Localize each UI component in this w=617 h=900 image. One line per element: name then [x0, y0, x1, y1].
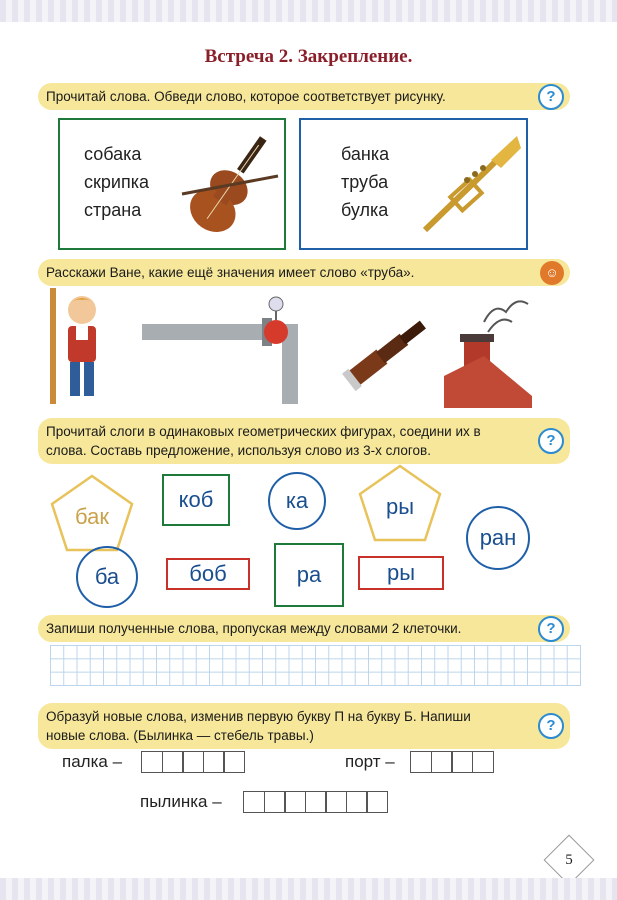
exercise-word: палка –	[62, 752, 123, 771]
word-list-2	[341, 140, 389, 224]
answer-cell[interactable]	[431, 751, 453, 773]
telescope-icon	[334, 306, 444, 396]
page-title: Встреча 2. Закрепление.	[204, 46, 413, 67]
answer-cell[interactable]	[366, 791, 388, 813]
task-5-text-line1: Образуй новые слова, изменив первую букву П на букву Б. Напиши	[46, 709, 471, 724]
boy-with-pencil-icon	[44, 288, 108, 406]
task-bar-2	[38, 259, 570, 286]
exercise-word: пылинка –	[140, 792, 222, 811]
syllable-text: коб	[178, 487, 214, 512]
answer-cell[interactable]	[472, 751, 494, 773]
task-bar-4	[38, 615, 570, 642]
word-box-violin	[58, 118, 286, 250]
square-shape[interactable]	[274, 543, 344, 607]
word-item[interactable]: банка	[341, 144, 390, 164]
syllable-text: бак	[75, 504, 109, 529]
task-4-text: Запиши полученные слова, пропуская между словами 2 клеточки.	[46, 621, 462, 636]
answer-cells[interactable]	[141, 751, 244, 773]
circle-shape[interactable]	[466, 506, 530, 570]
task-1-text: Прочитай слова. Обведи слово, которое соответствует рисунку.	[46, 89, 446, 104]
word-box-trumpet	[299, 118, 528, 250]
question-icon: ?	[538, 713, 564, 739]
answer-cell[interactable]	[264, 791, 286, 813]
chimney-roof-icon	[444, 292, 532, 408]
syllable-text: ран	[479, 525, 517, 550]
violin-icon	[178, 126, 282, 244]
task-bar-5	[38, 703, 570, 749]
rectangle-shape[interactable]	[358, 556, 444, 590]
syllable-text: ра	[296, 562, 322, 587]
answer-cell[interactable]	[325, 791, 347, 813]
word-item[interactable]: страна	[84, 200, 142, 220]
exercise-word: порт –	[345, 752, 395, 771]
answer-cell[interactable]	[410, 751, 432, 773]
answer-cell[interactable]	[243, 791, 265, 813]
water-pipe-icon	[142, 296, 322, 406]
task-bar-1	[38, 83, 570, 110]
answer-cell[interactable]	[305, 791, 327, 813]
answer-cell[interactable]	[346, 791, 368, 813]
answer-cell[interactable]	[141, 751, 163, 773]
circle-shape[interactable]	[268, 472, 326, 530]
task-bar-3	[38, 418, 570, 464]
square-shape[interactable]	[162, 474, 230, 526]
task-3-text-line2: слова. Составь предложение, используя слово из 3-х слогов.	[46, 443, 431, 458]
syllable-text: ры	[386, 560, 416, 585]
speak-icon: ☺	[540, 261, 564, 285]
question-icon: ?	[538, 616, 564, 642]
answer-cell[interactable]	[162, 751, 184, 773]
answer-cell[interactable]	[182, 751, 204, 773]
answer-cells[interactable]	[243, 791, 387, 813]
word-list-1	[84, 140, 149, 224]
rectangle-shape[interactable]	[166, 558, 250, 590]
answer-cell[interactable]	[284, 791, 306, 813]
syllable-text: ка	[285, 488, 309, 513]
task-5-text-line2: новые слова. (Былинка — стебель травы.)	[46, 728, 314, 743]
answer-cell[interactable]	[223, 751, 245, 773]
word-item[interactable]: собака	[84, 144, 142, 164]
question-icon: ?	[538, 428, 564, 454]
writing-grid[interactable]	[50, 645, 581, 686]
answer-cells[interactable]	[410, 751, 492, 773]
decorative-border-bottom	[0, 878, 617, 900]
syllable-text: ры	[385, 494, 415, 519]
pentagon-shape[interactable]	[358, 464, 442, 542]
trumpet-icon	[417, 130, 525, 240]
task-3-text-line1: Прочитай слоги в одинаковых геометрических фигурах, соедини их в	[46, 424, 481, 439]
question-icon: ?	[538, 84, 564, 110]
word-item[interactable]: скрипка	[84, 172, 149, 192]
pentagon-shape[interactable]	[50, 474, 134, 552]
circle-shape[interactable]	[76, 546, 138, 608]
decorative-border-top	[0, 0, 617, 22]
answer-cell[interactable]	[203, 751, 225, 773]
syllable-text: ба	[94, 564, 120, 589]
answer-cell[interactable]	[451, 751, 473, 773]
word-item[interactable]: труба	[341, 172, 389, 192]
page-number: 5	[565, 851, 573, 868]
word-item[interactable]: булка	[341, 200, 389, 220]
syllable-text: боб	[189, 561, 227, 586]
task-2-text: Расскажи Ване, какие ещё значения имеет слово «труба».	[46, 265, 415, 280]
